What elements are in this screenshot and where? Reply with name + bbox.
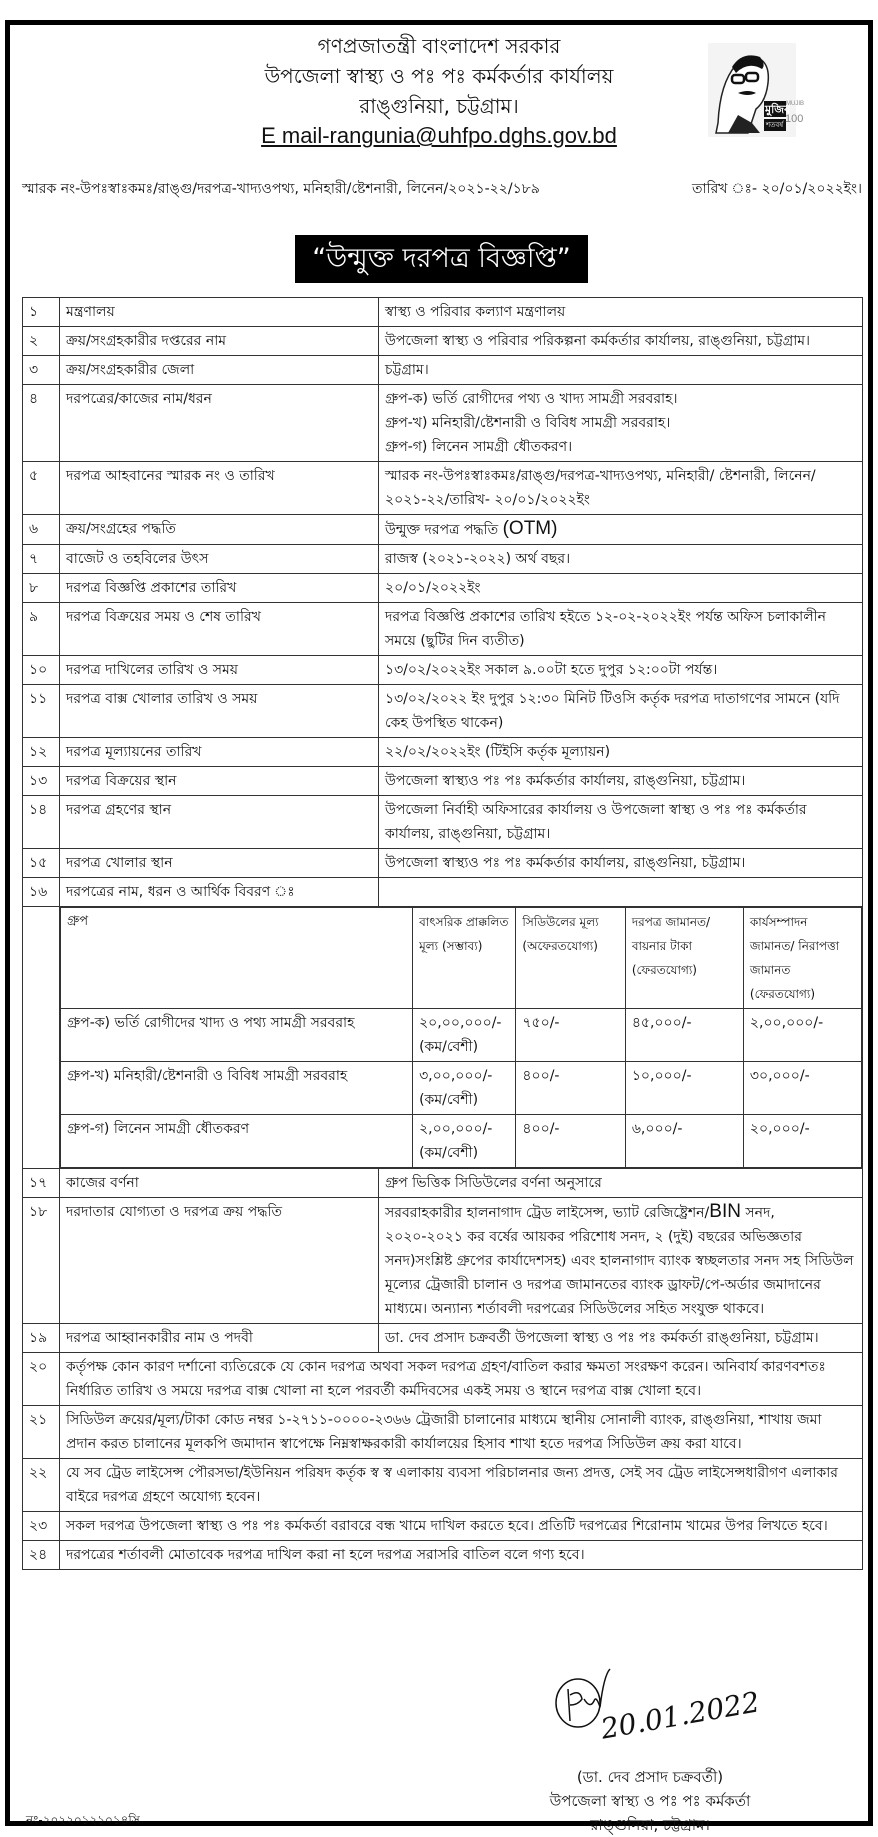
signer-designation: উপজেলা স্বাস্থ্য ও পঃ পঃ কর্মকর্তা bbox=[549, 1792, 751, 1810]
row-value-en: (OTM) bbox=[502, 518, 558, 539]
signer-location: রাঙ্গুনিয়া, চট্টগ্রাম। bbox=[590, 1816, 710, 1834]
row-label: দরপত্র আহ্বানকারীর নাম ও পদবী bbox=[60, 1324, 379, 1353]
group-schedule: ৪০০/- bbox=[516, 1062, 625, 1115]
row-number: ৩ bbox=[23, 356, 60, 385]
clause-row bbox=[23, 1353, 863, 1406]
group-schedule: ৪০০/- bbox=[516, 1115, 625, 1168]
row-value bbox=[379, 515, 863, 545]
table-row bbox=[23, 462, 863, 515]
row-label: ক্রয়/সংগ্রহকারীর জেলা bbox=[60, 356, 379, 385]
row-label: বাজেট ও তহবিলের উৎস bbox=[60, 545, 379, 574]
row-value-line: গ্রুপ-খ) মনিহারী/ষ্টেশনারী ও বিবিধ সামগ্রী সরবরাহ। bbox=[385, 415, 671, 431]
govt-name: গণপ্রজাতন্ত্রী বাংলাদেশ সরকার bbox=[317, 34, 561, 58]
document-frame bbox=[5, 20, 873, 1834]
clause-number: ২৩ bbox=[23, 1512, 60, 1541]
row-value: চট্টগ্রাম। bbox=[379, 356, 863, 385]
row-value: উপজেলা স্বাস্থ্যও পঃ পঃ কর্মকর্তার কার্যালয়, রাঙ্গুনিয়া, চট্টগ্রাম। bbox=[379, 767, 863, 796]
financial-table bbox=[60, 907, 862, 1168]
row-label: দরপত্রের নাম, ধরন ও আর্থিক বিবরণ ঃ bbox=[60, 878, 379, 907]
row-value: উপজেলা স্বাস্থ্য ও পরিবার পরিকল্পনা কর্মকর্তার কার্যালয়, রাঙ্গুনিয়া, চট্টগ্রাম। bbox=[379, 327, 863, 356]
group-name: গ্রুপ-গ) লিনেন সামগ্রী ধৌতকরণ bbox=[61, 1115, 413, 1168]
row-value: উপজেলা স্বাস্থ্যও পঃ পঃ কর্মকর্তার কার্যালয়, রাঙ্গুনিয়া, চট্টগ্রাম। bbox=[379, 849, 863, 878]
row-number: ৬ bbox=[23, 515, 60, 545]
column-header: কার্যসম্পাদন জামানত/ নিরাপত্তা জামানত (ফেরতযোগ্য) bbox=[743, 908, 861, 1009]
financial-group-row bbox=[61, 1009, 862, 1062]
group-estimated bbox=[413, 1009, 516, 1062]
row-value bbox=[379, 385, 863, 462]
row-value-part: BIN bbox=[709, 1201, 741, 1222]
financial-table-cell bbox=[379, 878, 863, 907]
table-row bbox=[23, 385, 863, 462]
column-header: বাৎসরিক প্রাক্কলিত মূল্য (সম্ভাব্য) bbox=[413, 908, 516, 1009]
clause-text: সকল দরপত্র উপজেলা স্বাস্থ্য ও পঃ পঃ কর্মকর্তা বরাবরে বন্ধ খামে দাখিল করতে হবে। প্রতিটি দরপত্রের শিরোনাম খামের উপর লিখতে হবে। bbox=[60, 1512, 863, 1541]
row-value: রাজস্ব (২০২১-২০২২) অর্থ বছর। bbox=[379, 545, 863, 574]
row-value: ডা. দেব প্রসাদ চক্রবর্তী উপজেলা স্বাস্থ্য ও পঃ পঃ কর্মকর্তা রাঙ্গুনিয়া, চট্টগ্রাম। bbox=[379, 1324, 863, 1353]
office-email[interactable]: E mail-rangunia@uhfpo.dghs.gov.bd bbox=[261, 123, 617, 148]
group-security: ২,০০,০০০/- bbox=[743, 1009, 861, 1062]
financial-header-row bbox=[61, 908, 862, 1009]
row-label: দরপত্র মূল্যায়নের তারিখ bbox=[60, 738, 379, 767]
table-row bbox=[23, 574, 863, 603]
row-value bbox=[379, 1198, 863, 1324]
clause-text: সিডিউল ক্রয়ের/মূল্য/টাকা কোড নম্বর ১-২৭১১-০০০০-২৩৬৬ ট্রেজারী চালানোর মাধ্যমে স্থানীয় সোনালী ব্যাংক, রাঙ্গুনিয়া, শাখায় জমা প্রদান করত চালানের মূলকপি জমাদান স্বাপেক্ষে নিম্নস্বাক্ষরকারী কার্যালয়ের হিসাব শাখা হতে দরপত্র সিডিউল ক্রয় করা যাবে। bbox=[60, 1406, 863, 1459]
notice-title: “উন্মুক্ত দরপত্র বিজ্ঞপ্তি” bbox=[295, 235, 588, 283]
row-value-line: গ্রুপ-গ) লিনেন সামগ্রী ধৌতকরণ। bbox=[385, 439, 573, 455]
row-number: ২ bbox=[23, 327, 60, 356]
row-value-text: উন্মুক্ত দরপত্র পদ্ধতি bbox=[385, 522, 499, 538]
row-label: দরপত্র বিক্রয়ের সময় ও শেষ তারিখ bbox=[60, 603, 379, 656]
group-name: গ্রুপ-খ) মনিহারী/ষ্টেশনারী ও বিবিধ সামগ্রী সরবরাহ bbox=[61, 1062, 413, 1115]
row-label: দরপত্রের/কাজের নাম/ধরন bbox=[60, 385, 379, 462]
row-value-part: সরবরাহকারীর হালনাগাদ ট্রেড লাইসেন্স, ভ্যাট রেজিষ্ট্রেশন/ bbox=[385, 1205, 710, 1221]
table-row bbox=[23, 738, 863, 767]
group-security: ৩০,০০০/- bbox=[743, 1062, 861, 1115]
row-value-line: গ্রুপ-ক) ভর্তি রোগীদের পথ্য ও খাদ্য সামগ্রী সরবরাহ। bbox=[385, 391, 678, 407]
financial-group-row bbox=[61, 1062, 862, 1115]
column-header: দরপত্র জামানত/ বায়নার টাকা (ফেরতযোগ্য) bbox=[625, 908, 743, 1009]
estimated-note: (কম/বেশী) bbox=[419, 1092, 479, 1108]
clause-number: ২৪ bbox=[23, 1541, 60, 1570]
row-label: দরপত্র বাক্স খোলার তারিখ ও সময় bbox=[60, 685, 379, 738]
logo-text-en: MUJIB bbox=[786, 101, 804, 107]
memo-date: তারিখ ঃ- ২০/০১/২০২২ইং। bbox=[692, 181, 862, 197]
financial-section-row bbox=[23, 878, 863, 907]
row-number: ১৯ bbox=[23, 1324, 60, 1353]
tender-info-table bbox=[22, 297, 863, 1570]
estimated-value: ২০,০০,০০০/- bbox=[419, 1015, 502, 1031]
row-number: ১৭ bbox=[23, 1169, 60, 1198]
clause-number: ২০ bbox=[23, 1353, 60, 1406]
row-number: ১৪ bbox=[23, 796, 60, 849]
financial-details-row bbox=[23, 907, 863, 1169]
row-number: ১২ bbox=[23, 738, 60, 767]
row-label: দরপত্র দাখিলের তারিখ ও সময় bbox=[60, 656, 379, 685]
row-value: ২২/০২/২০২২ইং (টিইসি কর্তৃক মূল্যায়ন) bbox=[379, 738, 863, 767]
office-location: রাঙ্গুনিয়া, চট্টগ্রাম। bbox=[359, 94, 519, 118]
table-row bbox=[23, 603, 863, 656]
row-label: মন্ত্রণালয় bbox=[60, 298, 379, 327]
clause-text: দরপত্রের শর্তাবলী মোতাবেক দরপত্র দাখিল করা না হলে দরপত্র সরাসরি বাতিল বলে গণ্য হবে। bbox=[60, 1541, 863, 1570]
column-header: সিডিউলের মূল্য (অফেরতযোগ্য) bbox=[516, 908, 625, 1009]
group-estimated bbox=[413, 1062, 516, 1115]
row-value: দরপত্র বিজ্ঞপ্তি প্রকাশের তারিখ হইতে ১২-০২-২০২২ইং পর্যন্ত অফিস চলাকালীন সময়ে (ছুটির দিন ব্যতীত) bbox=[379, 603, 863, 656]
row-number: ১০ bbox=[23, 656, 60, 685]
column-header: গ্রুপ bbox=[61, 908, 413, 1009]
table-row bbox=[23, 1324, 863, 1353]
signature bbox=[540, 1665, 800, 1745]
clause-row bbox=[23, 1459, 863, 1512]
logo-number: 100 bbox=[785, 113, 804, 125]
table-row bbox=[23, 356, 863, 385]
row-number-empty bbox=[23, 907, 60, 1169]
table-row bbox=[23, 796, 863, 849]
estimated-note: (কম/বেশী) bbox=[419, 1039, 479, 1055]
row-value: ২০/০১/২০২২ইং bbox=[379, 574, 863, 603]
group-estimated bbox=[413, 1115, 516, 1168]
table-row bbox=[23, 1169, 863, 1198]
row-number: ৮ bbox=[23, 574, 60, 603]
row-value-part: সনদ, ২০২০-২০২১ কর বর্ষের আয়কর পরিশোধ সনদ, ২ (দুই) বছরের অভিজ্ঞতার সনদ)সংশ্লিষ্ট গ্রুপের কার্যাদেশসহ) এবং হালনাগাদ ব্যাংক স্বচ্ছলতার সনদ সহ সিডিউল মূল্যের ট্রেজারী চালান ও দরপত্র জামানতের ব্যাংক ড্রাফট/পে-অর্ডার জমাদানের মাধ্যমে। অন্যান্য শর্তাবলী দরপত্রের সিডিউলের সহিত সংযুক্ত থাকবে। bbox=[385, 1205, 854, 1317]
row-value: স্মারক নং-উপঃস্বাঃকমঃ/রাঙ্গু/দরপত্র-খাদ্যওপথ্য, মনিহারী/ ষ্টেশনারী, লিনেন/২০২১-২২/তারিখ- ২০/০১/২০২২ইং bbox=[379, 462, 863, 515]
group-earnest: ১০,০০০/- bbox=[625, 1062, 743, 1115]
row-label: ক্রয়/সংগ্রহকারীর দপ্তরের নাম bbox=[60, 327, 379, 356]
row-label: কাজের বর্ণনা bbox=[60, 1169, 379, 1198]
memo-reference: স্মারক নং-উপঃস্বাঃকমঃ/রাঙ্গু/দরপত্র-খাদ্যওপথ্য, মনিহারী/ষ্টেশনারী, লিনেন/২০২১-২২/১৮৯ bbox=[22, 181, 540, 197]
row-number: ১১ bbox=[23, 685, 60, 738]
row-label: দরপত্র বিজ্ঞপ্তি প্রকাশের তারিখ bbox=[60, 574, 379, 603]
table-row bbox=[23, 515, 863, 545]
table-row bbox=[23, 685, 863, 738]
row-value: স্বাস্থ্য ও পরিবার কল্যাণ মন্ত্রণালয় bbox=[379, 298, 863, 327]
row-number: ৪ bbox=[23, 385, 60, 462]
footer-reference: নং-২০২২০১২১০১৪সি bbox=[26, 1813, 140, 1827]
table-row bbox=[23, 849, 863, 878]
clause-row bbox=[23, 1406, 863, 1459]
estimated-value: ৩,০০,০০০/- bbox=[419, 1068, 493, 1084]
row-label: দরপত্র আহবানের স্মারক নং ও তারিখ bbox=[60, 462, 379, 515]
group-earnest: ৬,০০০/- bbox=[625, 1115, 743, 1168]
clause-row bbox=[23, 1541, 863, 1570]
office-name: উপজেলা স্বাস্থ্য ও পঃ পঃ কর্মকর্তার কার্যালয় bbox=[264, 64, 614, 88]
row-number: ১ bbox=[23, 298, 60, 327]
table-row bbox=[23, 298, 863, 327]
clause-row bbox=[23, 1512, 863, 1541]
row-number: ১৩ bbox=[23, 767, 60, 796]
group-name: গ্রুপ-ক) ভর্তি রোগীদের খাদ্য ও পথ্য সামগ্রী সরবরাহ bbox=[61, 1009, 413, 1062]
table-row bbox=[23, 1198, 863, 1324]
group-schedule: ৭৫০/- bbox=[516, 1009, 625, 1062]
signer-name: (ডা. দেব প্রসাদ চক্রবর্তী) bbox=[576, 1768, 724, 1786]
clause-number: ২১ bbox=[23, 1406, 60, 1459]
row-value: ১৩/০২/২০২২ ইং দুপুর ১২:৩০ মিনিট টিওসি কর্তৃক দরপত্র দাতাগণের সামনে (যদি কেহ উপস্থিত থাকেন) bbox=[379, 685, 863, 738]
row-number: ১৫ bbox=[23, 849, 60, 878]
row-number: ১৮ bbox=[23, 1198, 60, 1324]
row-number: ৯ bbox=[23, 603, 60, 656]
row-label: দরপত্র গ্রহণের স্থান bbox=[60, 796, 379, 849]
memo-line bbox=[22, 177, 862, 201]
row-label: ক্রয়/সংগ্রহের পদ্ধতি bbox=[60, 515, 379, 545]
group-security: ২০,০০০/- bbox=[743, 1115, 861, 1168]
signature-date: 20.01.2022 bbox=[598, 1685, 762, 1746]
mujib-100-logo bbox=[708, 43, 804, 137]
signer-block bbox=[480, 1765, 820, 1837]
clause-text: যে সব ট্রেড লাইসেন্স পৌরসভা/ইউনিয়ন পরিষদ কর্তৃক স্ব স্ব এলাকায় ব্যবসা পরিচালনার জন্য প্রদত্ত, সেই সব ট্রেড লাইসেন্সধারীগণ এলাকার বাইরে দরপত্র গ্রহণে অযোগ্য হবেন। bbox=[60, 1459, 863, 1512]
row-value: উপজেলা নির্বাহী অফিসারের কার্যালয় ও উপজেলা স্বাস্থ্য ও পঃ পঃ কর্মকর্তার কার্যালয়, রাঙ্গুনিয়া, চট্টগ্রাম। bbox=[379, 796, 863, 849]
row-value: গ্রুপ ভিত্তিক সিডিউলের বর্ণনা অনুসারে bbox=[379, 1169, 863, 1198]
financial-group-row bbox=[61, 1115, 862, 1168]
table-row bbox=[23, 327, 863, 356]
clause-number: ২২ bbox=[23, 1459, 60, 1512]
row-label: দরদাতার যোগ্যতা ও দরপত্র ক্রয় পদ্ধতি bbox=[60, 1198, 379, 1324]
row-value: ১৩/০২/২০২২ইং সকাল ৯.০০টা হতে দুপুর ১২:০০টা পর্যন্ত। bbox=[379, 656, 863, 685]
row-label: দরপত্র খোলার স্থান bbox=[60, 849, 379, 878]
clause-text: কর্তৃপক্ষ কোন কারণ দর্শানো ব্যতিরেকে যে কোন দরপত্র অথবা সকল দরপত্র গ্রহণ/বাতিল করার ক্ষমতা সংরক্ষণ করেন। অনিবার্য কারণবশতঃ নির্ধারিত তারিখ ও সময়ে দরপত্র বাক্স খোলা না হলে পরবর্তী কর্মদিবসের একই সময় ও স্থানে দরপত্র বাক্স খোলা হবে। bbox=[60, 1353, 863, 1406]
logo-text-bn: মুজিব bbox=[765, 103, 791, 116]
table-row bbox=[23, 545, 863, 574]
row-number: ৭ bbox=[23, 545, 60, 574]
row-number: ১৬ bbox=[23, 878, 60, 907]
table-row bbox=[23, 767, 863, 796]
estimated-note: (কম/বেশী) bbox=[419, 1145, 479, 1161]
row-number: ৫ bbox=[23, 462, 60, 515]
table-row bbox=[23, 656, 863, 685]
row-label: দরপত্র বিক্রয়ের স্থান bbox=[60, 767, 379, 796]
estimated-value: ২,০০,০০০/- bbox=[419, 1121, 493, 1137]
logo-subtext-bn: শতবর্ষ bbox=[766, 121, 784, 129]
group-earnest: ৪৫,০০০/- bbox=[625, 1009, 743, 1062]
financial-subtable-cell bbox=[60, 907, 863, 1169]
